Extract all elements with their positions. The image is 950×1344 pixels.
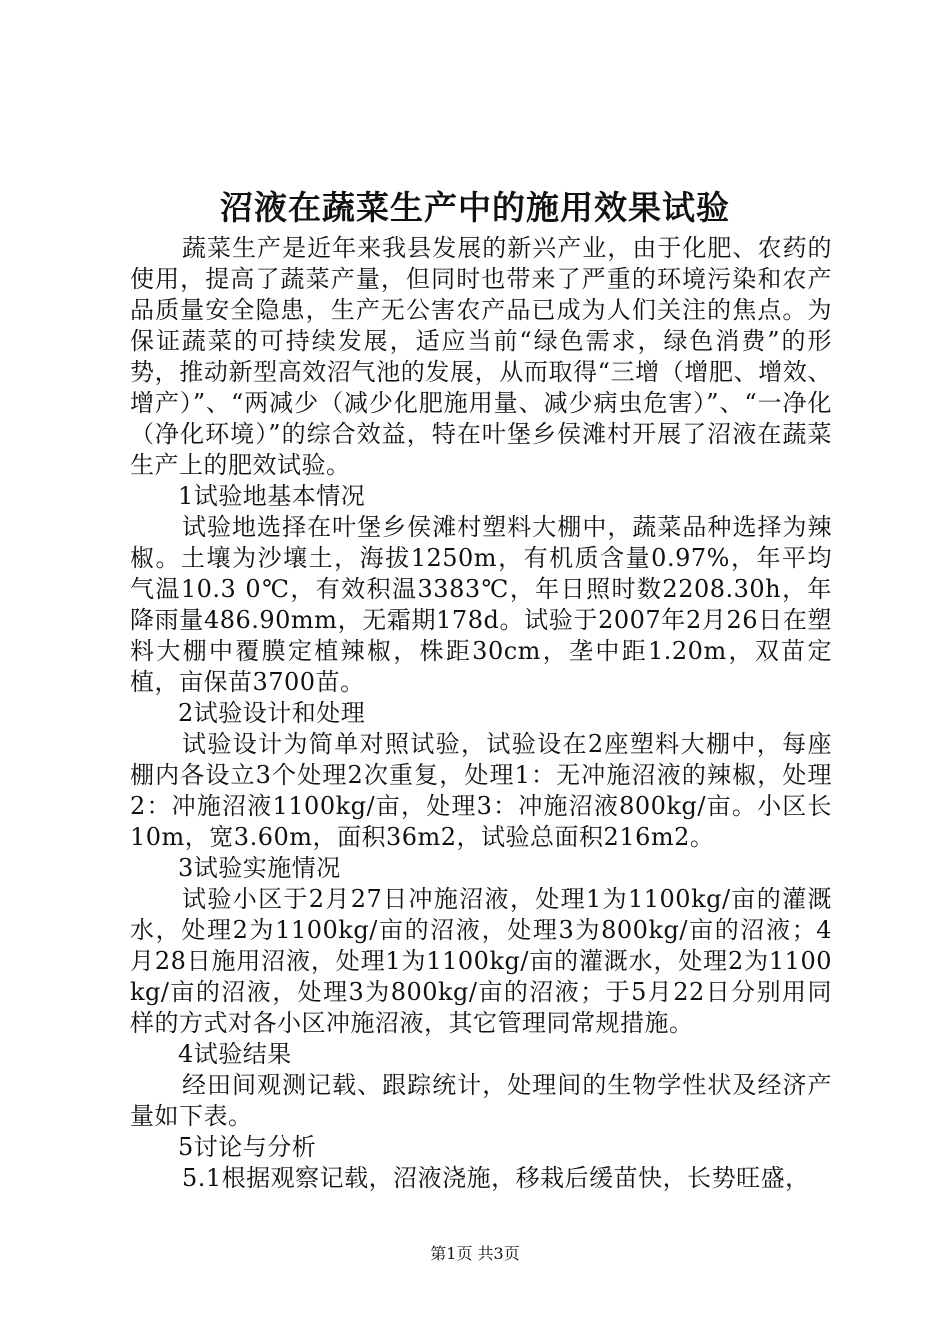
section-4-paragraph: 经田间观测记载、跟踪统计，处理间的生物学性状及经济产量如下表。 <box>130 1071 832 1130</box>
section-heading-4: 4试验结果 <box>178 1040 292 1068</box>
intro-paragraph: 蔬菜生产是近年来我县发展的新兴产业，由于化肥、农药的使用，提高了蔬菜产量，但同时也带来了严重的环境污染和农产品质量安全隐患，生产无公害农产品已成为人们关注的焦点。为保证蔬菜的可持续发展，适应当前“绿色需求，绿色消费”的形势，推动新型高效沼气池的发展，从而取得“三增（增肥、增效、增产）”、“两减少（减少化肥施用量、减少病虫危害）”、“一净化（净化环境）”的综合效益，特在叶堡乡侯滩村开展了沼液在蔬菜生产上的肥效试验。 <box>130 234 832 479</box>
document-body <box>130 233 832 1194</box>
section-2-paragraph: 试验设计为简单对照试验，试验设在2座塑料大棚中，每座棚内各设立3个处理2次重复，处理1：无冲施沼液的辣椒，处理2：冲施沼液1100kg/亩，处理3：冲施沼液800kg/亩。小区长10m，宽3.60m，面积36m2，试验总面积216m2。 <box>130 730 832 851</box>
page-footer: 第1页 共3页 <box>430 1244 520 1263</box>
section-heading-3: 3试验实施情况 <box>178 854 341 882</box>
section-heading-1: 1试验地基本情况 <box>178 482 366 510</box>
section-5-paragraph: 5.1根据观察记载，沼液浇施，移栽后缓苗快，长势旺盛， <box>182 1164 810 1192</box>
section-3-paragraph: 试验小区于2月27日冲施沼液，处理1为1100kg/亩的灌溉水，处理2为1100kg/亩的沼液，处理3为800kg/亩的沼液；4月28日施用沼液，处理1为1100kg/亩的灌溉水，处理2为1100kg/亩的沼液，处理3为800kg/亩的沼液；于5月22日分别用同样的方式对各小区冲施沼液，其它管理同常规措施。 <box>130 885 832 1037</box>
section-heading-5: 5讨论与分析 <box>178 1133 317 1161</box>
section-1-paragraph: 试验地选择在叶堡乡侯滩村塑料大棚中，蔬菜品种选择为辣椒。土壤为沙壤土，海拔1250m，有机质含量0.97%，年平均气温10.3 0℃，有效积温3383℃，年日照时数2208.30h，年降雨量486.90mm，无霜期178d。试验于2007年2月26日在塑料大棚中覆膜定植辣椒，株距30cm，垄中距1.20m，双苗定植，亩保苗3700苗。 <box>130 513 832 696</box>
document-title: 沼液在蔬菜生产中的施用效果试验 <box>220 188 730 227</box>
section-heading-2: 2试验设计和处理 <box>178 699 366 727</box>
